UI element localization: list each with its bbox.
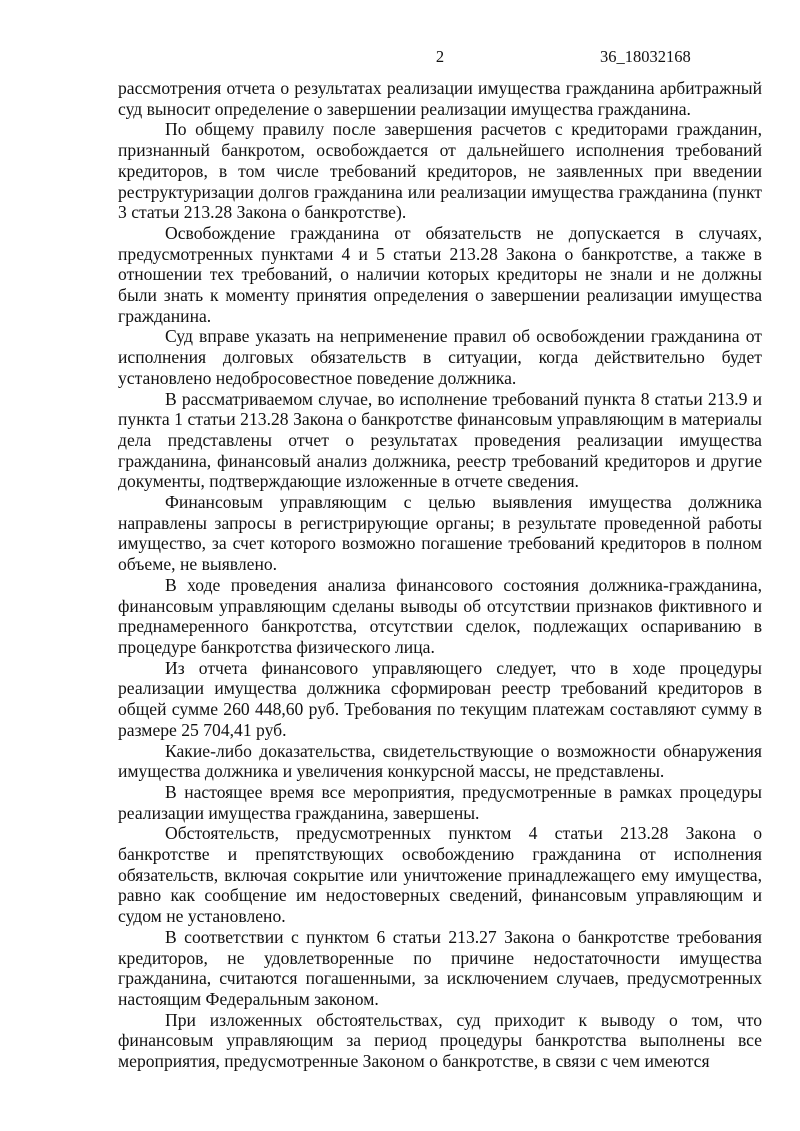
page-number: 2 xyxy=(435,47,445,66)
paragraph-8: Из отчета финансового управляющего следует, что в ходе процедуры реализации имущества должника сформирован реестр требований кредиторов в общей сумме 260 448,60 руб. Требования по текущим платежам составляют сумму в размере 25 704,41 руб. xyxy=(118,657,762,740)
paragraph-9: Какие-либо доказательства, свидетельствующие о возможности обнаружения имущества должника и увеличения конкурсной массы, не представлены. xyxy=(118,740,762,782)
paragraph-4: Суд вправе указать на неприменение правил об освобождении гражданина от исполнения долговых обязательств в ситуации, когда действительно будет установлено недобросовестное поведение должника. xyxy=(118,326,762,388)
paragraph-6: Финансовым управляющим с целью выявления имущества должника направлены запросы в регистрирующие органы; в результате проведенной работы имущество, за счет которого возможно погашение требований кредиторов в полном объеме, не выявлено. xyxy=(118,492,762,575)
document-body xyxy=(118,78,762,1072)
paragraph-13: При изложенных обстоятельствах, суд приходит к выводу о том, что финансовым управляющим за период процедуры банкротства выполнены все мероприятия, предусмотренные Законом о банкротстве, в связи с чем имеются xyxy=(118,1009,762,1072)
paragraph-2: По общему правилу после завершения расчетов с кредиторами гражданин, признанный банкротом, освобождается от дальнейшего исполнения требований кредиторов, в том числе требований кредиторов, не заявленных при введении реструктуризации долгов гражданина или реализации имущества гражданина (пункт 3 статьи 213.28 Закона о банкротстве). xyxy=(118,119,762,223)
paragraph-12: В соответствии с пунктом 6 статьи 213.27 Закона о банкротстве требования кредиторов, не удовлетворенные по причине недостаточности имущества гражданина, считаются погашенными, за исключением случаев, предусмотренных настоящим Федеральным законом. xyxy=(118,926,762,1009)
page-header xyxy=(0,47,800,69)
paragraph-5: В рассматриваемом случае, во исполнение требований пункта 8 статьи 213.9 и пункта 1 статьи 213.28 Закона о банкротстве финансовым управляющим в материалы дела представлены отчет о результатах проведения реализации имущества гражданина, финансовый анализ должника, реестр требований кредиторов и другие документы, подтверждающие изложенные в отчете сведения. xyxy=(118,388,762,492)
paragraph-3: Освобождение гражданина от обязательств не допускается в случаях, предусмотренных пунктами 4 и 5 статьи 213.28 Закона о банкротстве, а также в отношении тех требований, о наличии которых кредиторы не знали и не должны были знать к моменту принятия определения о завершении реализации имущества гражданина. xyxy=(118,222,762,326)
document-id: 36_18032168 xyxy=(600,47,691,66)
paragraph-7: В ходе проведения анализа финансового состояния должника-гражданина, финансовым управляющим сделаны выводы об отсутствии признаков фиктивного и преднамеренного банкротства, отсутствии сделок, подлежащих оспариванию в процедуре банкротства физического лица. xyxy=(118,574,762,657)
paragraph-11: Обстоятельств, предусмотренных пунктом 4 статьи 213.28 Закона о банкротстве и препятствующих освобождению гражданина от исполнения обязательств, включая сокрытие или уничтожение принадлежащего ему имущества, равно как сообщение им недостоверных сведений, финансовым управляющим и судом не установлено. xyxy=(118,823,762,927)
paragraph-10: В настоящее время все мероприятия, предусмотренные в рамках процедуры реализации имущества гражданина, завершены. xyxy=(118,781,762,823)
paragraph-1: рассмотрения отчета о результатах реализации имущества гражданина арбитражный суд выносит определение о завершении реализации имущества гражданина. xyxy=(118,78,762,119)
